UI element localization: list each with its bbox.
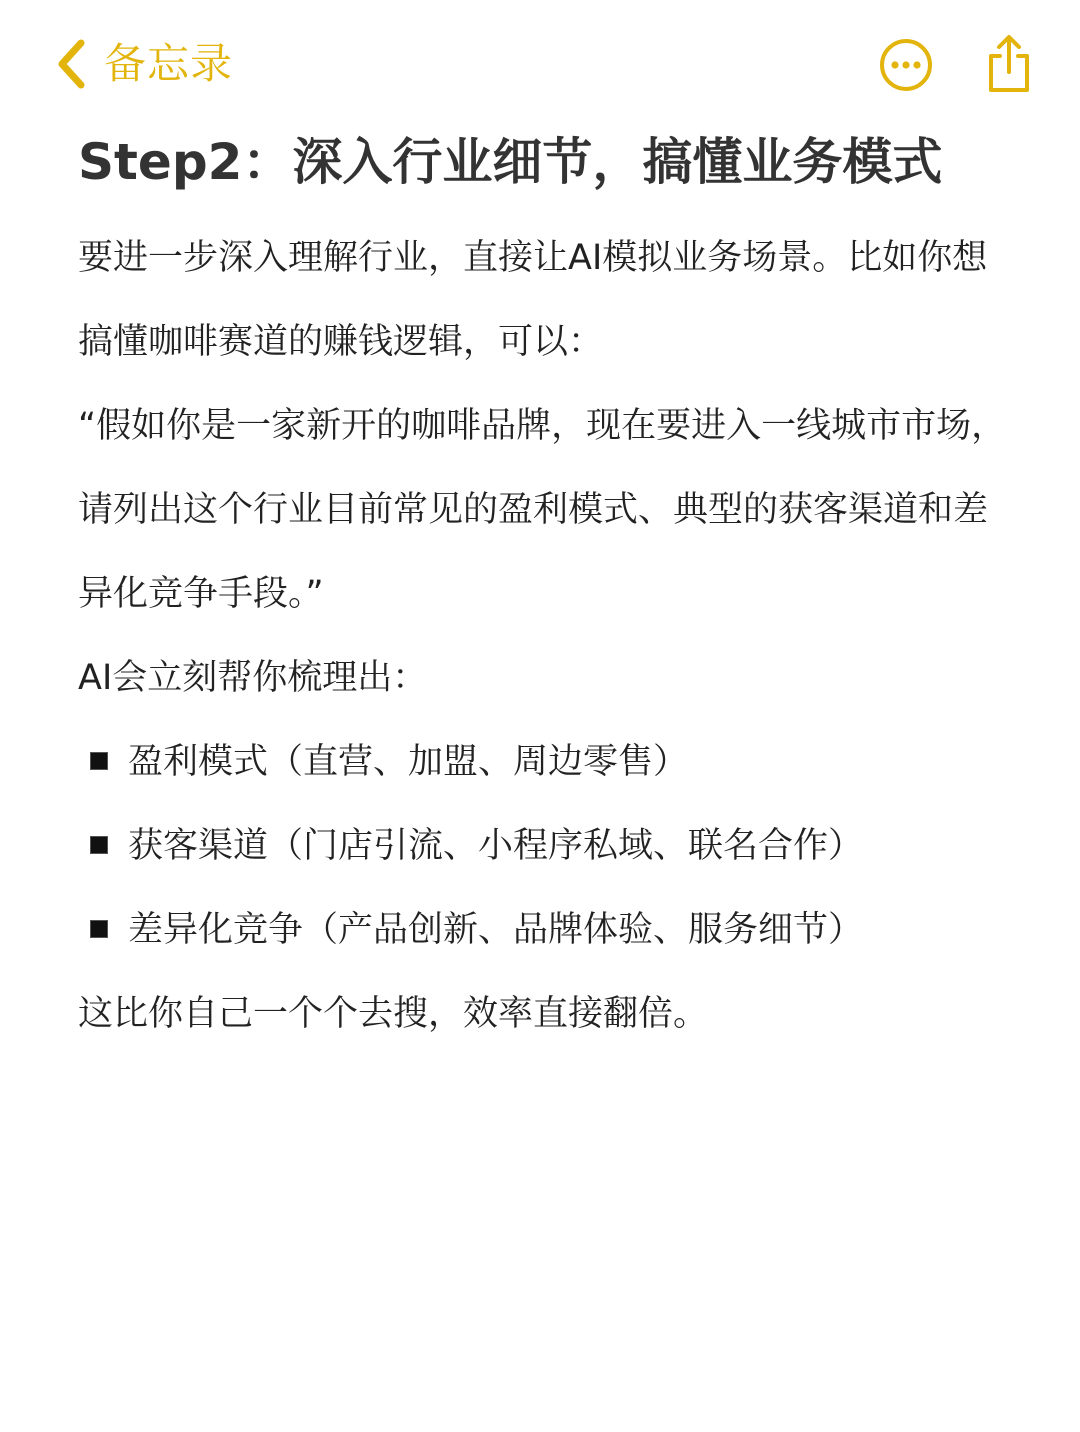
list-item xyxy=(78,888,1008,972)
share-icon xyxy=(984,81,1034,100)
navigation-bar xyxy=(0,0,1080,130)
list-item-text: 获客渠道（门店引流、小程序私域、联名合作） xyxy=(128,826,864,866)
result-bullet-list xyxy=(78,720,1008,972)
more-options-button[interactable] xyxy=(878,37,934,93)
chevron-left-icon xyxy=(56,38,86,90)
note-body[interactable] xyxy=(78,120,1008,1056)
square-bullet-icon xyxy=(90,920,108,938)
prompt-quote-paragraph: “假如你是一家新开的咖啡品牌，现在要进入一线城市市场，请列出这个行业目前常见的盈利模式、典型的获客渠道和差异化竞争手段。” xyxy=(78,406,1007,614)
closing-paragraph: 这比你自己一个个去搜，效率直接翻倍。 xyxy=(78,994,709,1034)
note-title: Step2：深入行业细节，搞懂业务模式 xyxy=(78,133,943,191)
list-item xyxy=(78,720,1008,804)
list-item-text: 差异化竞争（产品创新、品牌体验、服务细节） xyxy=(128,910,864,950)
square-bullet-icon xyxy=(90,836,108,854)
ellipsis-circle-icon xyxy=(878,78,934,97)
result-intro-paragraph: AI会立刻帮你梳理出： xyxy=(78,658,428,698)
share-button[interactable] xyxy=(984,32,1034,96)
list-item xyxy=(78,804,1008,888)
intro-paragraph: 要进一步深入理解行业，直接让AI模拟业务场景。比如你想搞懂咖啡赛道的赚钱逻辑，可以： xyxy=(78,238,988,362)
back-button[interactable] xyxy=(56,34,233,94)
square-bullet-icon xyxy=(90,752,108,770)
list-item-text: 盈利模式（直营、加盟、周边零售） xyxy=(128,742,689,782)
back-label: 备忘录 xyxy=(104,39,234,88)
